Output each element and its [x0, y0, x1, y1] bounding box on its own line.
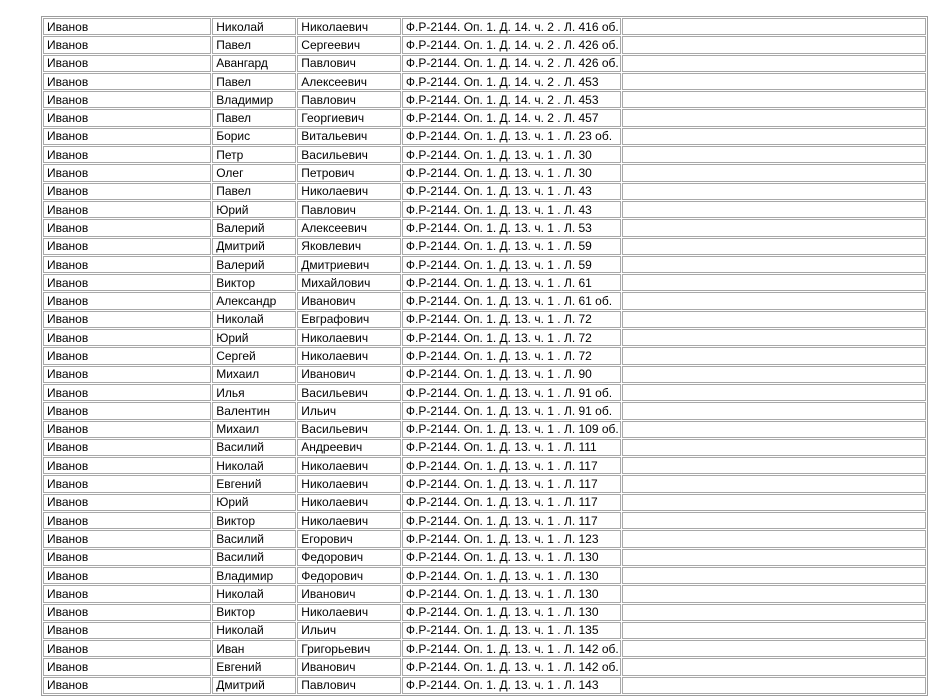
- archive-reference-cell: Ф.Р-2144. Оп. 1. Д. 13. ч. 1 . Л. 30: [402, 164, 621, 181]
- notes-cell: [622, 18, 926, 35]
- patronymic-cell: Дмитриевич: [297, 256, 401, 273]
- archive-reference-cell: Ф.Р-2144. Оп. 1. Д. 14. ч. 2 . Л. 426 об.: [402, 36, 621, 53]
- surname-cell: Иванов: [43, 73, 211, 90]
- patronymic-cell: Николаевич: [297, 494, 401, 511]
- first-name-cell: Павел: [212, 183, 296, 200]
- first-name-cell: Евгений: [212, 658, 296, 675]
- surname-cell: Иванов: [43, 183, 211, 200]
- archive-reference-cell: Ф.Р-2144. Оп. 1. Д. 13. ч. 1 . Л. 61 об.: [402, 292, 621, 309]
- first-name-cell: Николай: [212, 585, 296, 602]
- patronymic-cell: Егорович: [297, 530, 401, 547]
- notes-cell: [622, 36, 926, 53]
- patronymic-cell: Васильевич: [297, 384, 401, 401]
- surname-cell: Иванов: [43, 311, 211, 328]
- patronymic-cell: Федорович: [297, 549, 401, 566]
- notes-cell: [622, 55, 926, 72]
- surname-cell: Иванов: [43, 18, 211, 35]
- patronymic-cell: Николаевич: [297, 329, 401, 346]
- archive-reference-cell: Ф.Р-2144. Оп. 1. Д. 14. ч. 2 . Л. 416 об.: [402, 18, 621, 35]
- archive-reference-cell: Ф.Р-2144. Оп. 1. Д. 13. ч. 1 . Л. 123: [402, 530, 621, 547]
- first-name-cell: Виктор: [212, 604, 296, 621]
- first-name-cell: Юрий: [212, 494, 296, 511]
- records-sheet: [41, 16, 928, 696]
- table-row: [43, 530, 926, 547]
- archive-reference-cell: Ф.Р-2144. Оп. 1. Д. 13. ч. 1 . Л. 142 об.: [402, 658, 621, 675]
- patronymic-cell: Андреевич: [297, 439, 401, 456]
- surname-cell: Иванов: [43, 292, 211, 309]
- table-row: [43, 18, 926, 35]
- table-row: [43, 439, 926, 456]
- patronymic-cell: Евграфович: [297, 311, 401, 328]
- surname-cell: Иванов: [43, 585, 211, 602]
- patronymic-cell: Григорьевич: [297, 640, 401, 657]
- notes-cell: [622, 512, 926, 529]
- table-row: [43, 622, 926, 639]
- archive-reference-cell: Ф.Р-2144. Оп. 1. Д. 13. ч. 1 . Л. 130: [402, 604, 621, 621]
- first-name-cell: Иван: [212, 640, 296, 657]
- first-name-cell: Валентин: [212, 402, 296, 419]
- table-row: [43, 475, 926, 492]
- table-row: [43, 604, 926, 621]
- surname-cell: Иванов: [43, 329, 211, 346]
- table-row: [43, 183, 926, 200]
- archive-reference-cell: Ф.Р-2144. Оп. 1. Д. 14. ч. 2 . Л. 457: [402, 109, 621, 126]
- patronymic-cell: Петрович: [297, 164, 401, 181]
- archive-reference-cell: Ф.Р-2144. Оп. 1. Д. 13. ч. 1 . Л. 59: [402, 238, 621, 255]
- surname-cell: Иванов: [43, 402, 211, 419]
- patronymic-cell: Алексеевич: [297, 219, 401, 236]
- archive-reference-cell: Ф.Р-2144. Оп. 1. Д. 13. ч. 1 . Л. 91 об.: [402, 402, 621, 419]
- surname-cell: Иванов: [43, 530, 211, 547]
- first-name-cell: Василий: [212, 530, 296, 547]
- archive-reference-cell: Ф.Р-2144. Оп. 1. Д. 14. ч. 2 . Л. 453: [402, 91, 621, 108]
- table-row: [43, 421, 926, 438]
- surname-cell: Иванов: [43, 640, 211, 657]
- table-row: [43, 146, 926, 163]
- first-name-cell: Александр: [212, 292, 296, 309]
- archive-reference-cell: Ф.Р-2144. Оп. 1. Д. 13. ч. 1 . Л. 109 об.: [402, 421, 621, 438]
- archive-reference-cell: Ф.Р-2144. Оп. 1. Д. 13. ч. 1 . Л. 72: [402, 329, 621, 346]
- surname-cell: Иванов: [43, 109, 211, 126]
- notes-cell: [622, 256, 926, 273]
- table-row: [43, 311, 926, 328]
- table-row: [43, 402, 926, 419]
- notes-cell: [622, 329, 926, 346]
- patronymic-cell: Николаевич: [297, 604, 401, 621]
- first-name-cell: Павел: [212, 73, 296, 90]
- surname-cell: Иванов: [43, 238, 211, 255]
- archive-reference-cell: Ф.Р-2144. Оп. 1. Д. 13. ч. 1 . Л. 143: [402, 677, 621, 694]
- surname-cell: Иванов: [43, 439, 211, 456]
- surname-cell: Иванов: [43, 549, 211, 566]
- table-row: [43, 36, 926, 53]
- patronymic-cell: Николаевич: [297, 347, 401, 364]
- first-name-cell: Авангард: [212, 55, 296, 72]
- archive-reference-cell: Ф.Р-2144. Оп. 1. Д. 13. ч. 1 . Л. 61: [402, 274, 621, 291]
- table-row: [43, 366, 926, 383]
- notes-cell: [622, 201, 926, 218]
- patronymic-cell: Павлович: [297, 201, 401, 218]
- surname-cell: Иванов: [43, 55, 211, 72]
- surname-cell: Иванов: [43, 128, 211, 145]
- archive-reference-cell: Ф.Р-2144. Оп. 1. Д. 13. ч. 1 . Л. 142 об.: [402, 640, 621, 657]
- notes-cell: [622, 658, 926, 675]
- patronymic-cell: Иванович: [297, 658, 401, 675]
- table-row: [43, 658, 926, 675]
- notes-cell: [622, 146, 926, 163]
- archive-reference-cell: Ф.Р-2144. Оп. 1. Д. 14. ч. 2 . Л. 453: [402, 73, 621, 90]
- first-name-cell: Владимир: [212, 567, 296, 584]
- surname-cell: Иванов: [43, 164, 211, 181]
- notes-cell: [622, 439, 926, 456]
- notes-cell: [622, 384, 926, 401]
- patronymic-cell: Васильевич: [297, 146, 401, 163]
- table-row: [43, 219, 926, 236]
- archive-reference-cell: Ф.Р-2144. Оп. 1. Д. 13. ч. 1 . Л. 117: [402, 475, 621, 492]
- notes-cell: [622, 366, 926, 383]
- patronymic-cell: Иванович: [297, 585, 401, 602]
- surname-cell: Иванов: [43, 622, 211, 639]
- first-name-cell: Павел: [212, 109, 296, 126]
- table-row: [43, 640, 926, 657]
- patronymic-cell: Ильич: [297, 622, 401, 639]
- surname-cell: Иванов: [43, 36, 211, 53]
- table-row: [43, 677, 926, 694]
- first-name-cell: Николай: [212, 18, 296, 35]
- notes-cell: [622, 73, 926, 90]
- patronymic-cell: Алексеевич: [297, 73, 401, 90]
- archive-reference-cell: Ф.Р-2144. Оп. 1. Д. 13. ч. 1 . Л. 30: [402, 146, 621, 163]
- notes-cell: [622, 128, 926, 145]
- surname-cell: Иванов: [43, 421, 211, 438]
- first-name-cell: Николай: [212, 622, 296, 639]
- patronymic-cell: Николаевич: [297, 457, 401, 474]
- first-name-cell: Евгений: [212, 475, 296, 492]
- first-name-cell: Василий: [212, 549, 296, 566]
- patronymic-cell: Павлович: [297, 677, 401, 694]
- first-name-cell: Николай: [212, 311, 296, 328]
- surname-cell: Иванов: [43, 91, 211, 108]
- first-name-cell: Дмитрий: [212, 677, 296, 694]
- table-row: [43, 164, 926, 181]
- first-name-cell: Валерий: [212, 256, 296, 273]
- table-row: [43, 549, 926, 566]
- table-row: [43, 347, 926, 364]
- notes-cell: [622, 347, 926, 364]
- table-row: [43, 256, 926, 273]
- surname-cell: Иванов: [43, 658, 211, 675]
- archive-reference-cell: Ф.Р-2144. Оп. 1. Д. 14. ч. 2 . Л. 426 об.: [402, 55, 621, 72]
- patronymic-cell: Яковлевич: [297, 238, 401, 255]
- surname-cell: Иванов: [43, 256, 211, 273]
- first-name-cell: Борис: [212, 128, 296, 145]
- archive-reference-cell: Ф.Р-2144. Оп. 1. Д. 13. ч. 1 . Л. 117: [402, 457, 621, 474]
- notes-cell: [622, 238, 926, 255]
- patronymic-cell: Сергеевич: [297, 36, 401, 53]
- patronymic-cell: Иванович: [297, 292, 401, 309]
- notes-cell: [622, 183, 926, 200]
- notes-cell: [622, 421, 926, 438]
- notes-cell: [622, 219, 926, 236]
- archive-reference-cell: Ф.Р-2144. Оп. 1. Д. 13. ч. 1 . Л. 135: [402, 622, 621, 639]
- first-name-cell: Михаил: [212, 366, 296, 383]
- table-row: [43, 109, 926, 126]
- surname-cell: Иванов: [43, 457, 211, 474]
- patronymic-cell: Павлович: [297, 55, 401, 72]
- patronymic-cell: Иванович: [297, 366, 401, 383]
- surname-cell: Иванов: [43, 494, 211, 511]
- patronymic-cell: Васильевич: [297, 421, 401, 438]
- surname-cell: Иванов: [43, 475, 211, 492]
- table-row: [43, 329, 926, 346]
- notes-cell: [622, 402, 926, 419]
- notes-cell: [622, 274, 926, 291]
- notes-cell: [622, 622, 926, 639]
- first-name-cell: Василий: [212, 439, 296, 456]
- notes-cell: [622, 475, 926, 492]
- table-row: [43, 567, 926, 584]
- archive-reference-cell: Ф.Р-2144. Оп. 1. Д. 13. ч. 1 . Л. 130: [402, 549, 621, 566]
- archive-reference-cell: Ф.Р-2144. Оп. 1. Д. 13. ч. 1 . Л. 90: [402, 366, 621, 383]
- surname-cell: Иванов: [43, 567, 211, 584]
- patronymic-cell: Павлович: [297, 91, 401, 108]
- notes-cell: [622, 677, 926, 694]
- first-name-cell: Виктор: [212, 512, 296, 529]
- notes-cell: [622, 604, 926, 621]
- first-name-cell: Павел: [212, 36, 296, 53]
- notes-cell: [622, 530, 926, 547]
- notes-cell: [622, 549, 926, 566]
- notes-cell: [622, 457, 926, 474]
- notes-cell: [622, 311, 926, 328]
- notes-cell: [622, 91, 926, 108]
- patronymic-cell: Михайлович: [297, 274, 401, 291]
- records-table: [41, 16, 928, 696]
- table-row: [43, 457, 926, 474]
- patronymic-cell: Федорович: [297, 567, 401, 584]
- notes-cell: [622, 494, 926, 511]
- archive-reference-cell: Ф.Р-2144. Оп. 1. Д. 13. ч. 1 . Л. 111: [402, 439, 621, 456]
- patronymic-cell: Николаевич: [297, 475, 401, 492]
- table-row: [43, 91, 926, 108]
- table-row: [43, 238, 926, 255]
- surname-cell: Иванов: [43, 219, 211, 236]
- archive-reference-cell: Ф.Р-2144. Оп. 1. Д. 13. ч. 1 . Л. 53: [402, 219, 621, 236]
- notes-cell: [622, 164, 926, 181]
- surname-cell: Иванов: [43, 512, 211, 529]
- patronymic-cell: Георгиевич: [297, 109, 401, 126]
- surname-cell: Иванов: [43, 604, 211, 621]
- table-row: [43, 55, 926, 72]
- notes-cell: [622, 585, 926, 602]
- table-row: [43, 494, 926, 511]
- archive-reference-cell: Ф.Р-2144. Оп. 1. Д. 13. ч. 1 . Л. 43: [402, 201, 621, 218]
- first-name-cell: Виктор: [212, 274, 296, 291]
- archive-reference-cell: Ф.Р-2144. Оп. 1. Д. 13. ч. 1 . Л. 117: [402, 512, 621, 529]
- archive-reference-cell: Ф.Р-2144. Оп. 1. Д. 13. ч. 1 . Л. 59: [402, 256, 621, 273]
- surname-cell: Иванов: [43, 677, 211, 694]
- archive-reference-cell: Ф.Р-2144. Оп. 1. Д. 13. ч. 1 . Л. 23 об.: [402, 128, 621, 145]
- table-row: [43, 73, 926, 90]
- table-row: [43, 128, 926, 145]
- first-name-cell: Олег: [212, 164, 296, 181]
- archive-reference-cell: Ф.Р-2144. Оп. 1. Д. 13. ч. 1 . Л. 117: [402, 494, 621, 511]
- first-name-cell: Михаил: [212, 421, 296, 438]
- first-name-cell: Юрий: [212, 329, 296, 346]
- archive-reference-cell: Ф.Р-2144. Оп. 1. Д. 13. ч. 1 . Л. 130: [402, 585, 621, 602]
- table-row: [43, 274, 926, 291]
- patronymic-cell: Ильич: [297, 402, 401, 419]
- surname-cell: Иванов: [43, 274, 211, 291]
- first-name-cell: Петр: [212, 146, 296, 163]
- surname-cell: Иванов: [43, 384, 211, 401]
- records-table-body: [43, 18, 926, 694]
- first-name-cell: Дмитрий: [212, 238, 296, 255]
- first-name-cell: Валерий: [212, 219, 296, 236]
- archive-reference-cell: Ф.Р-2144. Оп. 1. Д. 13. ч. 1 . Л. 91 об.: [402, 384, 621, 401]
- archive-reference-cell: Ф.Р-2144. Оп. 1. Д. 13. ч. 1 . Л. 72: [402, 347, 621, 364]
- notes-cell: [622, 109, 926, 126]
- surname-cell: Иванов: [43, 146, 211, 163]
- table-row: [43, 201, 926, 218]
- patronymic-cell: Николаевич: [297, 512, 401, 529]
- notes-cell: [622, 292, 926, 309]
- patronymic-cell: Витальевич: [297, 128, 401, 145]
- archive-reference-cell: Ф.Р-2144. Оп. 1. Д. 13. ч. 1 . Л. 130: [402, 567, 621, 584]
- archive-reference-cell: Ф.Р-2144. Оп. 1. Д. 13. ч. 1 . Л. 43: [402, 183, 621, 200]
- table-row: [43, 585, 926, 602]
- archive-reference-cell: Ф.Р-2144. Оп. 1. Д. 13. ч. 1 . Л. 72: [402, 311, 621, 328]
- surname-cell: Иванов: [43, 347, 211, 364]
- surname-cell: Иванов: [43, 201, 211, 218]
- first-name-cell: Илья: [212, 384, 296, 401]
- first-name-cell: Сергей: [212, 347, 296, 364]
- table-row: [43, 292, 926, 309]
- table-row: [43, 512, 926, 529]
- surname-cell: Иванов: [43, 366, 211, 383]
- first-name-cell: Юрий: [212, 201, 296, 218]
- notes-cell: [622, 567, 926, 584]
- notes-cell: [622, 640, 926, 657]
- first-name-cell: Николай: [212, 457, 296, 474]
- first-name-cell: Владимир: [212, 91, 296, 108]
- patronymic-cell: Николаевич: [297, 18, 401, 35]
- table-row: [43, 384, 926, 401]
- patronymic-cell: Николаевич: [297, 183, 401, 200]
